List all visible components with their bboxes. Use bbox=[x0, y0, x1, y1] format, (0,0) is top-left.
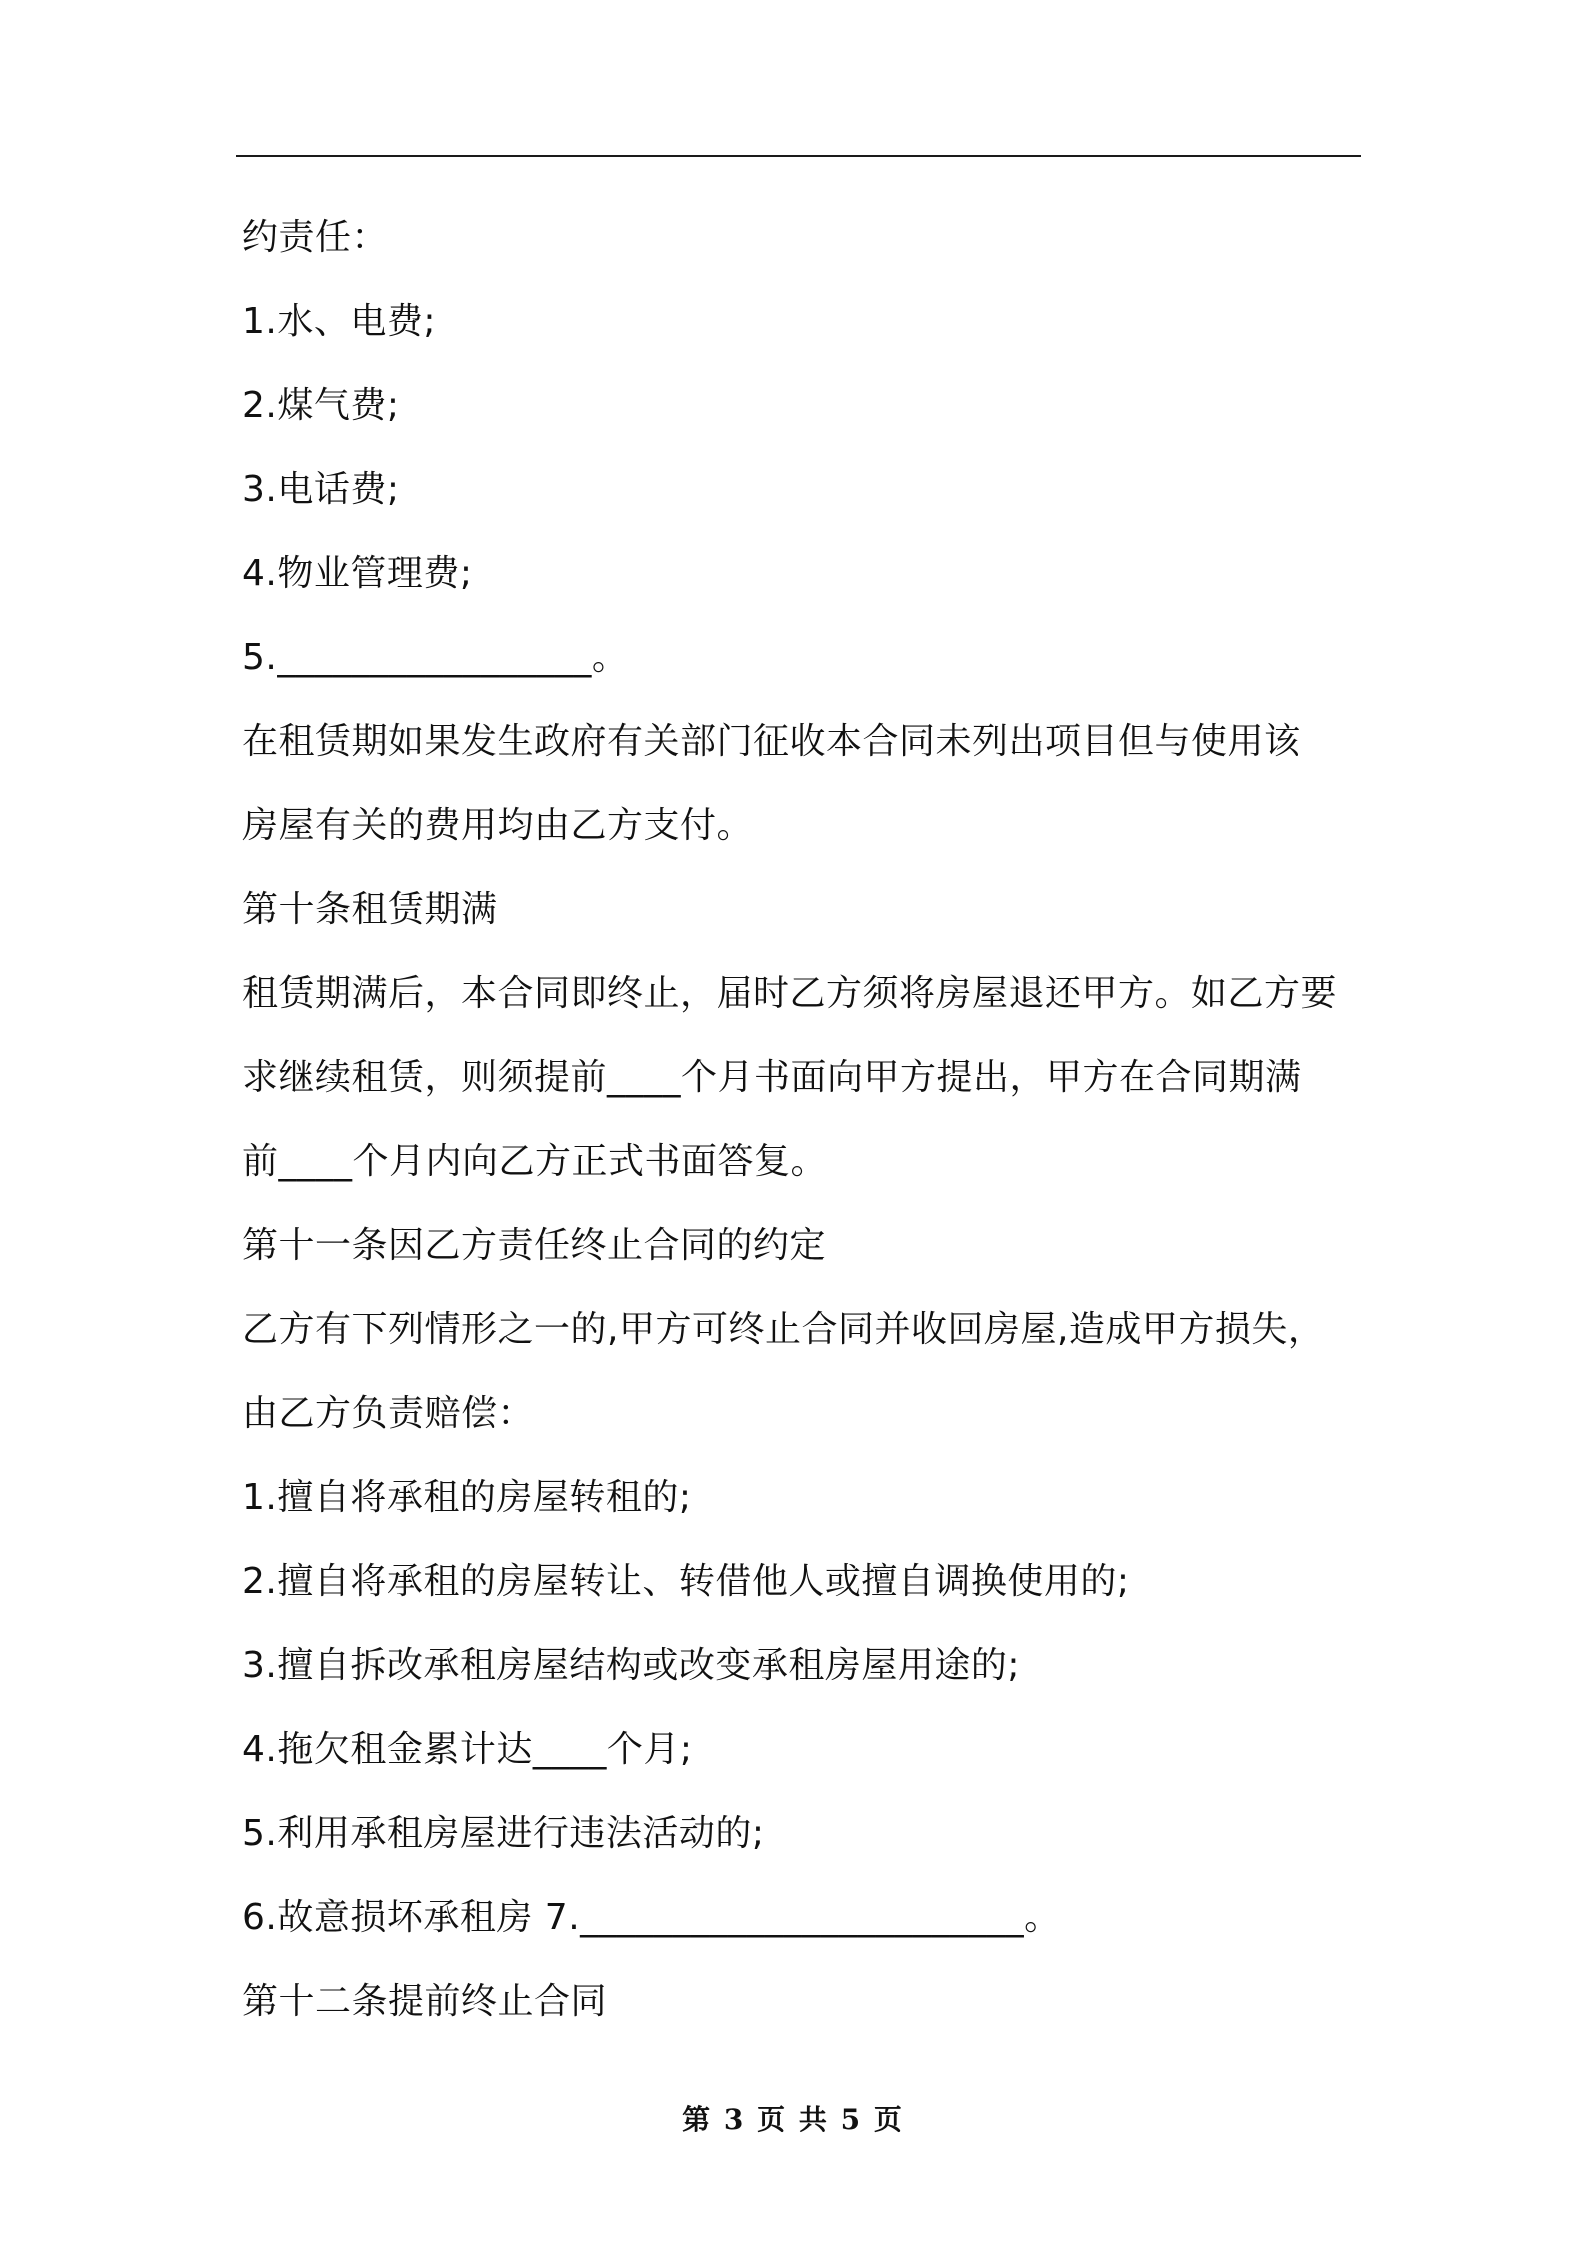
text-line: 6.故意损坏承租房 7.________________________。 bbox=[242, 1897, 1061, 1938]
text-line: 房屋有关的费用均由乙方支付。 bbox=[242, 805, 754, 846]
text-line: 租赁期满后，本合同即终止，届时乙方须将房屋退还甲方。如乙方要 bbox=[242, 973, 1338, 1014]
header-divider bbox=[236, 155, 1361, 157]
text-line: 约责任： bbox=[242, 217, 389, 258]
text-line: 4.物业管理费; bbox=[242, 553, 473, 594]
section-heading: 第十二条提前终止合同 bbox=[242, 1981, 608, 2022]
document-body bbox=[242, 196, 1362, 2044]
text-line: 5._________________。 bbox=[242, 637, 629, 678]
text-line: 前____个月内向乙方正式书面答复。 bbox=[242, 1141, 828, 1182]
text-line: 在租赁期如果发生政府有关部门征收本合同未列出项目但与使用该 bbox=[242, 721, 1301, 762]
text-line: 乙方有下列情形之一的,甲方可终止合同并收回房屋,造成甲方损失， bbox=[242, 1309, 1325, 1350]
text-line: 1.水、电费; bbox=[242, 301, 436, 342]
text-line: 5.利用承租房屋进行违法活动的; bbox=[242, 1813, 765, 1854]
text-line: 求继续租赁，则须提前____个月书面向甲方提出，甲方在合同期满 bbox=[242, 1057, 1302, 1098]
text-line: 由乙方负责赔偿： bbox=[242, 1393, 535, 1434]
text-line: 3.擅自拆改承租房屋结构或改变承租房屋用途的; bbox=[242, 1645, 1020, 1686]
section-heading: 第十条租赁期满 bbox=[242, 889, 498, 930]
text-line: 2.擅自将承租的房屋转让、转借他人或擅自调换使用的; bbox=[242, 1561, 1130, 1602]
text-line: 1.擅自将承租的房屋转租的; bbox=[242, 1477, 692, 1518]
text-line: 2.煤气费; bbox=[242, 385, 400, 426]
text-line: 3.电话费; bbox=[242, 469, 400, 510]
section-heading: 第十一条因乙方责任终止合同的约定 bbox=[242, 1225, 827, 1266]
text-line: 4.拖欠租金累计达____个月; bbox=[242, 1729, 693, 1770]
page-number: 第 3 页 共 5 页 bbox=[682, 2103, 904, 2136]
